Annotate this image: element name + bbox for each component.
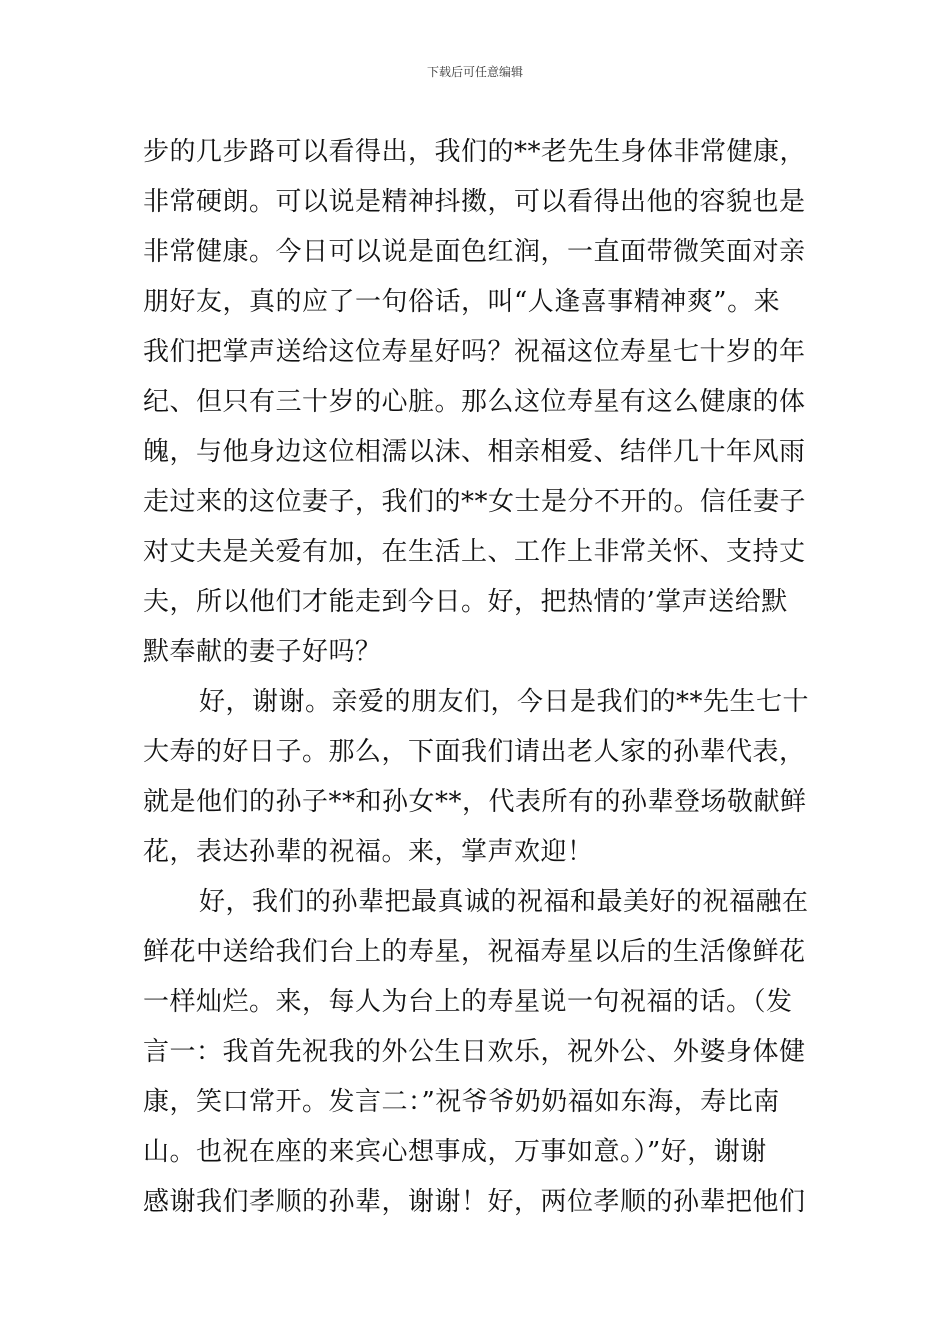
text-line: 步的几步路可以看得出，我们的**老先生身体非常健康， [143,137,807,167]
text-line: 就是他们的孙子**和孙女**，代表所有的孙辈登场敬献鲜 [143,787,807,817]
text-line: 夫，所以他们才能走到今日。好，把热情的’掌声送给默 [143,587,788,617]
paragraph-1 [143,127,809,677]
text-line: 好，我们的孙辈把最真诚的祝福和最美好的祝福融在 [199,887,809,917]
text-line: 非常健康。今日可以说是面色红润，一直面带微笑面对亲 [143,237,806,267]
text-line: 大寿的好日子。那么，下面我们请出老人家的孙辈代表， [143,737,806,767]
text-line: 一样灿烂。来，每人为台上的寿星说一句祝福的话。（发 [143,987,793,1017]
page-header: 下载后可任意编辑 [426,65,523,79]
text-line: 朋好友，真的应了一句俗话，叫“人逢喜事精神爽”。来 [143,287,781,317]
text-line: 花，表达孙辈的祝福。来，掌声欢迎！ [143,837,594,867]
text-line: 默奉献的妻子好吗？ [143,637,382,667]
paragraph-2 [143,677,809,877]
text-line: 魄，与他身边这位相濡以沫、相亲相爱、结伴几十年风雨 [143,437,806,467]
text-line: 我们把掌声送给这位寿星好吗？祝福这位寿星七十岁的年 [143,337,806,367]
text-line: 纪、但只有三十岁的心脏。那么这位寿星有这么健康的体 [143,387,806,417]
text-line: 感谢我们孝顺的孙辈，谢谢！好，两位孝顺的孙辈把他们 [143,1187,806,1217]
paragraph-3 [143,877,809,1227]
text-line: 好，谢谢。亲爱的朋友们，今日是我们的**先生七十 [199,687,809,717]
text-line: 康，笑口常开。发言二：”祝爷爷奶奶福如东海，寿比南 [143,1087,780,1117]
document-body [143,127,809,1227]
text-line: 非常硬朗。可以说是精神抖擞，可以看得出他的容貌也是 [143,187,806,217]
text-line: 对丈夫是关爱有加，在生活上、工作上非常关怀、支持丈 [143,537,806,567]
text-line: 山。也祝在座的来宾心想事成，万事如意。）”好，谢谢 [143,1137,767,1167]
text-line: 鲜花中送给我们台上的寿星，祝福寿星以后的生活像鲜花 [143,937,806,967]
text-line: 言一：我首先祝我的外公生日欢乐，祝外公、外婆身体健 [143,1037,806,1067]
text-line: 走过来的这位妻子，我们的**女士是分不开的。信任妻子 [143,487,807,517]
